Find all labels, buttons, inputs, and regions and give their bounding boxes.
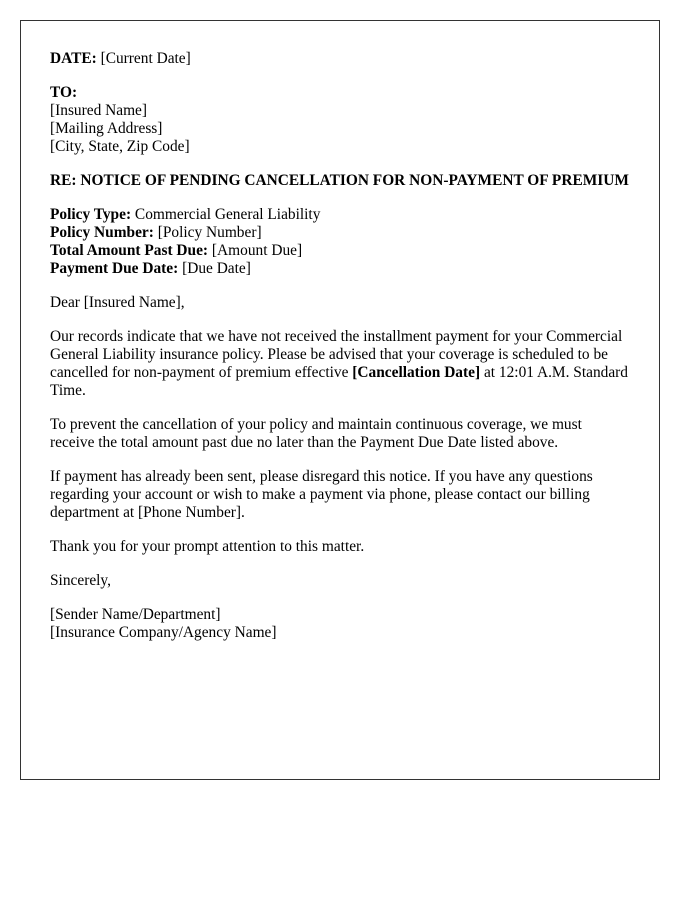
body-paragraph-1 bbox=[50, 328, 630, 400]
policy-details bbox=[50, 206, 630, 278]
policy-number-value: [Policy Number] bbox=[153, 224, 262, 241]
recipient-name: [Insured Name] bbox=[50, 102, 148, 119]
letter-page bbox=[20, 20, 660, 780]
letter-content bbox=[50, 50, 630, 642]
sender-name: [Sender Name/Department] bbox=[50, 606, 221, 623]
valediction: Sincerely, bbox=[50, 572, 111, 589]
date-block bbox=[50, 50, 630, 68]
subject-line: RE: NOTICE OF PENDING CANCELLATION FOR NON-PAYMENT OF PREMIUM bbox=[50, 172, 629, 189]
body-paragraph-3: If payment has already been sent, please disregard this notice. If you have any questions regarding your account or wish to make a payment via phone, please contact our billing department at [Phone Number]. bbox=[50, 468, 593, 521]
body-p1-text: Our records indicate that we have not received the installment payment for your Commercial General Liability insurance policy. Please be advised that your coverage is scheduled to be cancelled for non-payment of premium effective bbox=[50, 328, 623, 381]
policy-type-value: Commercial General Liability bbox=[131, 206, 321, 223]
subject-block bbox=[50, 172, 630, 190]
policy-number-line bbox=[50, 224, 630, 242]
policy-type-line bbox=[50, 206, 630, 224]
cancellation-date: [Cancellation Date] bbox=[352, 364, 481, 381]
date-value: [Current Date] bbox=[96, 50, 191, 67]
date-line bbox=[50, 50, 630, 68]
payment-due-value: [Due Date] bbox=[178, 260, 251, 277]
salutation: Dear [Insured Name], bbox=[50, 294, 185, 311]
body-paragraph-4: Thank you for your prompt attention to this matter. bbox=[50, 538, 365, 555]
company-name: [Insurance Company/Agency Name] bbox=[50, 624, 277, 641]
amount-due-value: [Amount Due] bbox=[208, 242, 303, 259]
recipient-address: [Mailing Address] bbox=[50, 120, 163, 137]
recipient-block bbox=[50, 84, 630, 156]
signature-block bbox=[50, 606, 630, 642]
body-paragraph-2: To prevent the cancellation of your policy and maintain continuous coverage, we must receive the total amount past due no later than the Payment Due Date listed above. bbox=[50, 416, 582, 451]
amount-due-line bbox=[50, 242, 630, 260]
body-p1-text-end: at 12:01 A.M. Standard Time. bbox=[50, 364, 629, 399]
payment-due-line bbox=[50, 260, 630, 278]
policy-number-label: Policy Number: bbox=[50, 224, 154, 241]
policy-type-label: Policy Type: bbox=[50, 206, 132, 223]
payment-due-label: Payment Due Date: bbox=[50, 260, 179, 277]
recipient-city: [City, State, Zip Code] bbox=[50, 138, 190, 155]
to-label: TO: bbox=[50, 84, 78, 101]
amount-due-label: Total Amount Past Due: bbox=[50, 242, 209, 259]
date-label: DATE: bbox=[50, 50, 97, 67]
